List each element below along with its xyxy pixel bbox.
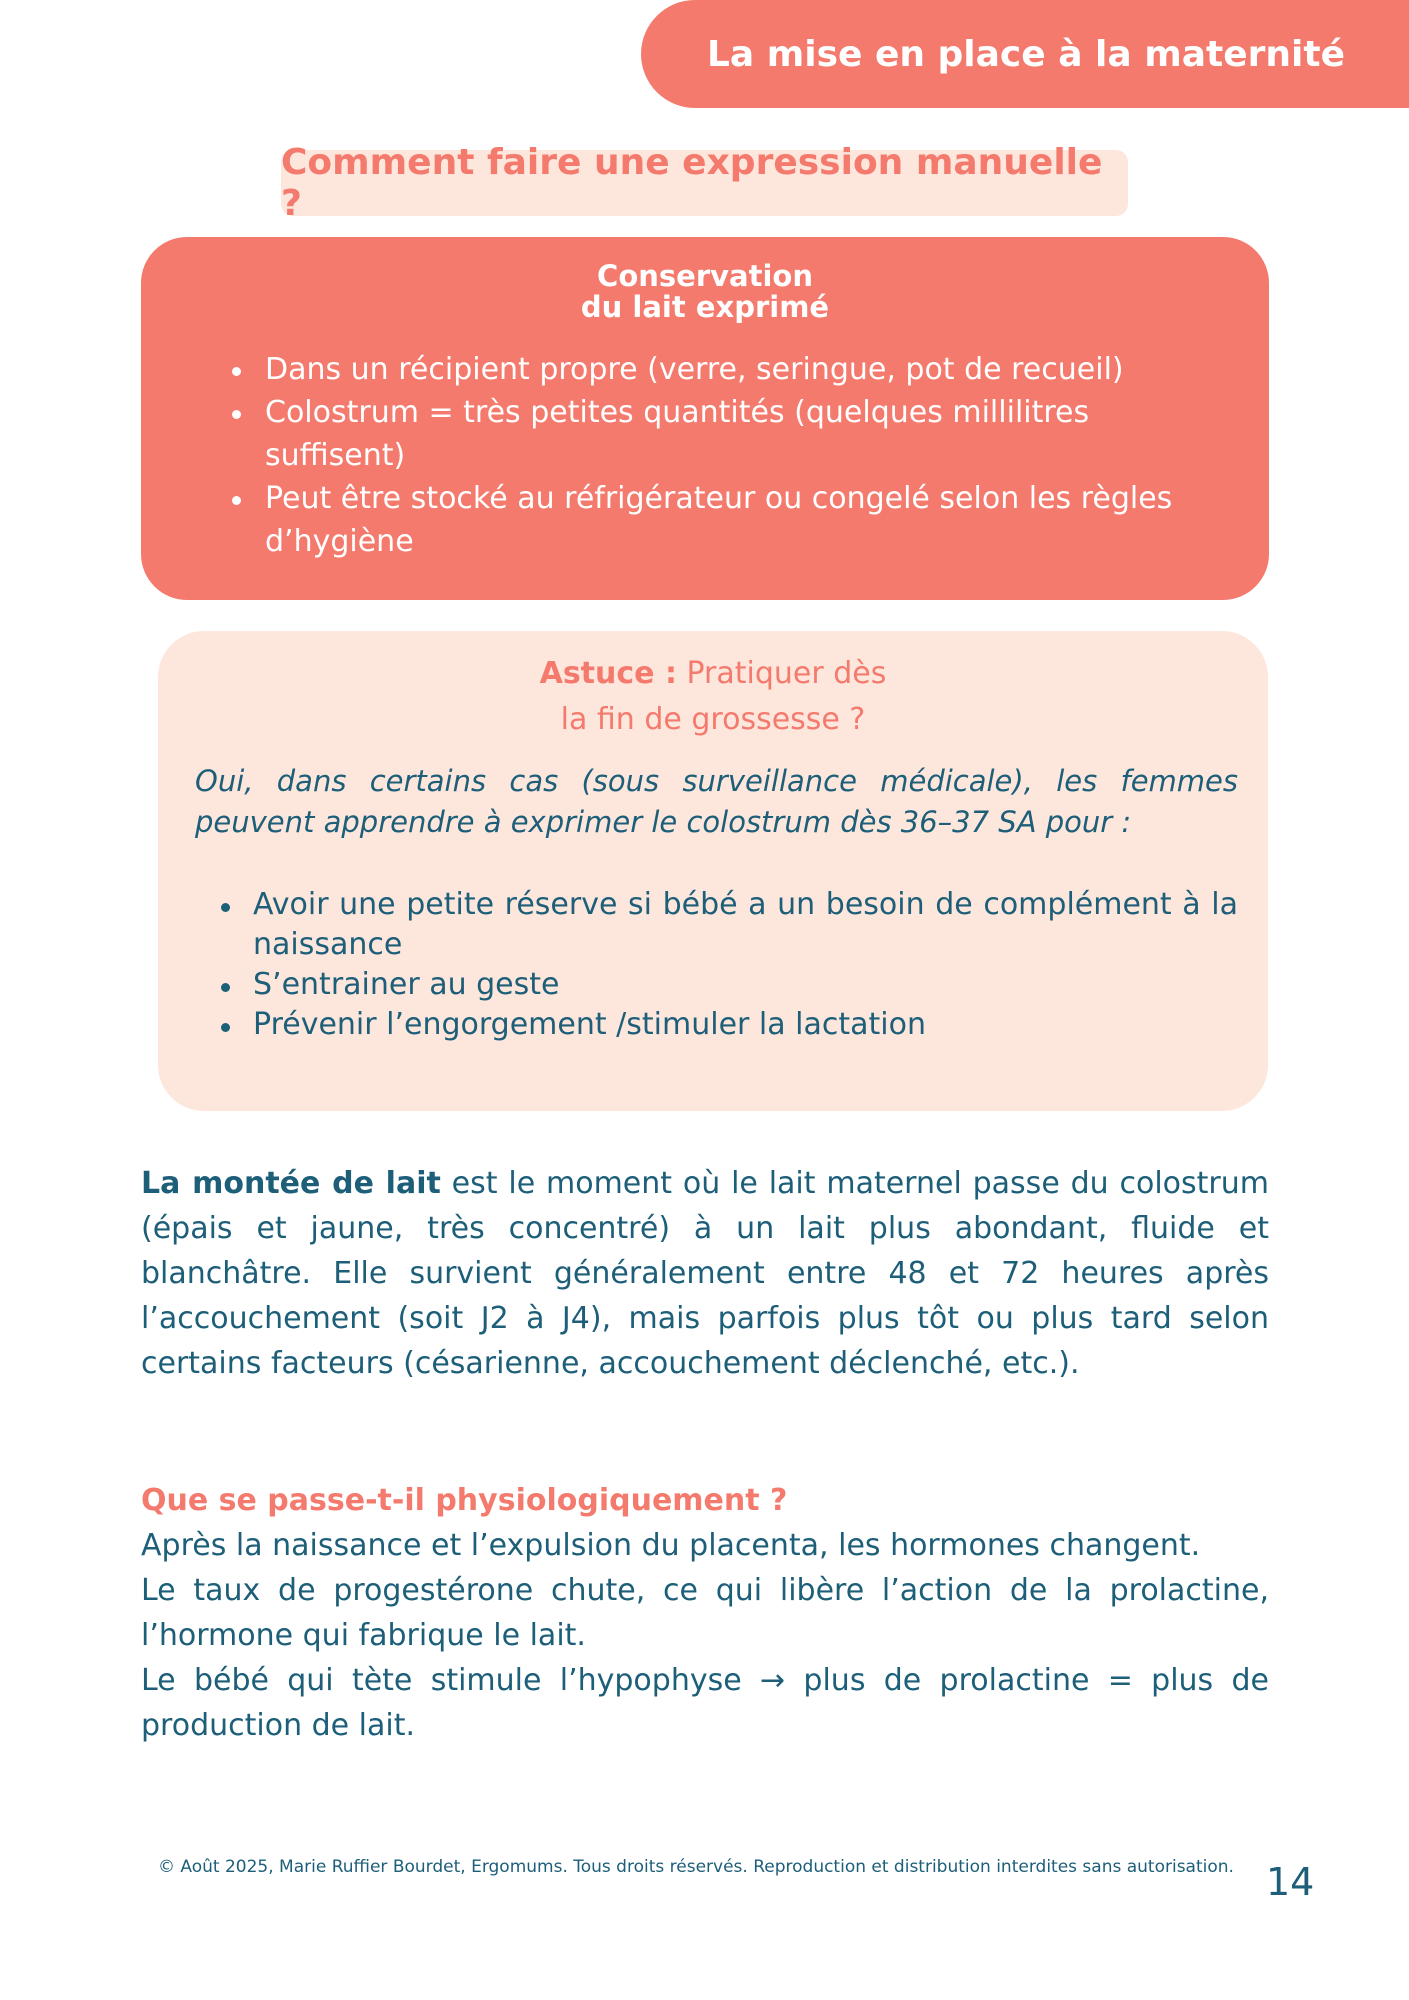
physio-line: Le taux de progestérone chute, ce qui libère l’action de la prolactine, l’hormone qui fabrique le lait. [141,1573,1269,1653]
physio-line: Le bébé qui tète stimule l’hypophyse → plus de prolactine = plus de production de lait. [141,1663,1269,1743]
astuce-label: Astuce : [539,656,677,691]
montee-bold: La montée de lait [141,1166,441,1201]
conservation-title [141,261,1269,323]
astuce-box [158,631,1268,1111]
page-number: 14 [1266,1860,1315,1904]
list-item: Peut être stocké au réfrigérateur ou congelé selon les règles d’hygiène [265,477,1209,563]
page-title [281,142,1128,224]
physio-line: Après la naissance et l’expulsion du placenta, les hormones changent. [141,1528,1201,1563]
list-item: Colostrum = très petites quantités (quelques millilitres suffisent) [265,391,1209,477]
conservation-title-line2: du lait exprimé [580,290,830,324]
list-item: Dans un récipient propre (verre, seringue, pot de recueil) [265,348,1209,391]
list-item: Prévenir l’engorgement /stimuler la lactation [253,1005,1238,1045]
physio-title: Que se passe-t-il physiologiquement ? [141,1483,788,1518]
section-title: La mise en place à la maternité [706,33,1345,75]
montee-paragraph [141,1161,1269,1386]
astuce-heading [158,651,1268,743]
conservation-title-line1: Conservation [597,259,813,293]
page-title-text: Comment faire une expression manuelle ? [281,142,1103,224]
list-item: S’entrainer au geste [253,965,1238,1005]
astuce-intro: Oui, dans certains cas (sous surveillance médicale), les femmes peuvent apprendre à exprimer le colostrum dès 36–37 SA pour : [195,764,1238,839]
montee-text: est le moment où le lait maternel passe du colostrum (épais et jaune, très concentré) à un lait plus abondant, fluide et blanchâtre. Elle survient généralement entre 48 et 72 heures après l’accouchement (soit J2 à J4), mais parfois plus tôt ou plus tard selon certains facteurs (césarienne, accouchement déclenché, etc.). [141,1166,1270,1381]
astuce-list [253,885,1238,1045]
section-header [641,0,1409,108]
conservation-list [265,348,1209,563]
physio-paragraph [141,1523,1269,1748]
footer-copyright: © Août 2025, Marie Ruffier Bourdet, Ergomums. Tous droits réservés. Reproduction et distribution interdites sans autorisation. [158,1857,1234,1877]
list-item: Avoir une petite réserve si bébé a un besoin de complément à la naissance [253,885,1238,965]
conservation-box [141,237,1269,600]
astuce-question-line2: la fin de grossesse ? [560,702,866,737]
astuce-question-line1: Pratiquer dès [676,656,887,691]
